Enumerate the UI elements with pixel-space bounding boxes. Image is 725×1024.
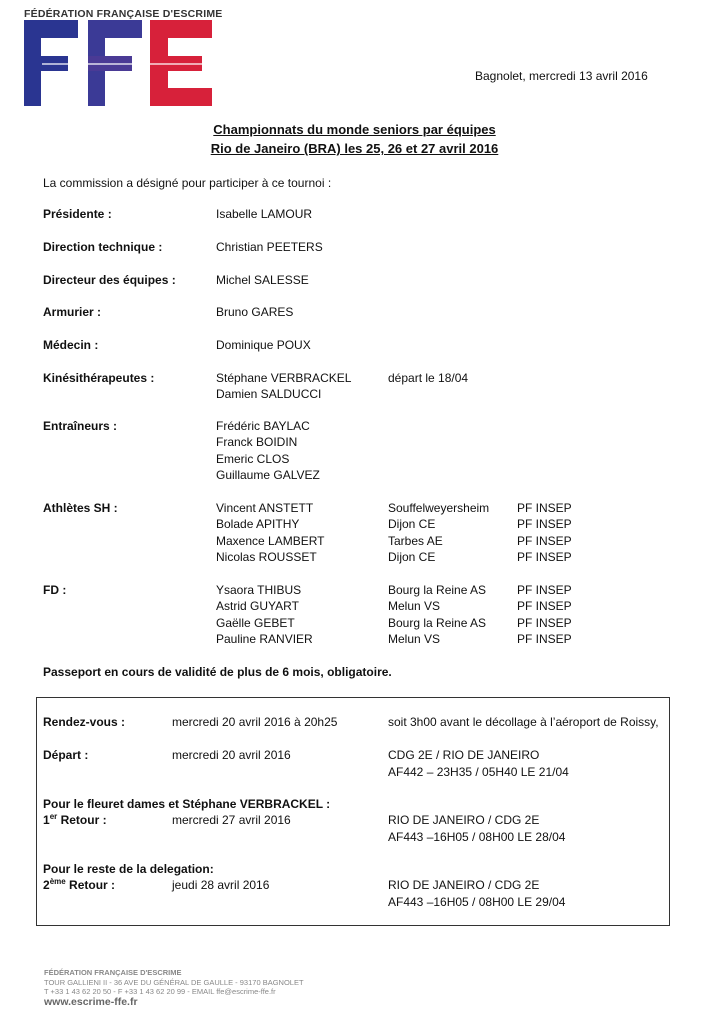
role-name: Michel SALESSE — [216, 273, 309, 287]
athlete-structure: PF INSEP — [517, 632, 572, 646]
role-label-entraineurs: Entraîneurs : — [43, 419, 118, 433]
footer-block — [44, 968, 304, 997]
footer-org: FÉDÉRATION FRANÇAISE D'ESCRIME — [44, 968, 182, 977]
role-name: Isabelle LAMOUR — [216, 207, 313, 221]
footer-website-link[interactable]: www.escrime-ffe.fr — [44, 996, 138, 1008]
group2-heading: Pour le reste de la delegation: — [43, 862, 214, 876]
role-name: Damien SALDUCCI — [216, 387, 322, 401]
group1-heading: Pour le fleuret dames et Stéphane VERBRACKEL : — [43, 797, 331, 811]
document-date: Bagnolet, mercredi 13 avril 2016 — [475, 69, 648, 83]
role-name: Stéphane VERBRACKEL — [216, 371, 352, 385]
role-label-medecin: Médecin : — [43, 338, 99, 352]
footer-address: TOUR GALLIENI II - 36 AVE DU GÉNÉRAL DE GAULLE - 93170 BAGNOLET — [44, 977, 304, 987]
retour2-label: 2ème Retour : — [43, 877, 116, 892]
depart-label: Départ : — [43, 748, 89, 762]
athlete-structure: PF INSEP — [517, 550, 572, 564]
role-label-kine: Kinésithérapeutes : — [43, 371, 155, 385]
athlete-club: Melun VS — [388, 632, 441, 646]
retour2-date: jeudi 28 avril 2016 — [172, 878, 270, 892]
athletes-sh-label: Athlètes SH : — [43, 501, 118, 515]
role-label-directeur-equipes: Directeur des équipes : — [43, 273, 176, 287]
athlete-club: Bourg la Reine AS — [388, 616, 487, 630]
athlete-club: Dijon CE — [388, 550, 436, 564]
athlete-name: Astrid GUYART — [216, 599, 299, 613]
fd-label: FD : — [43, 583, 67, 597]
athlete-name: Pauline RANVIER — [216, 632, 313, 646]
athlete-structure: PF INSEP — [517, 616, 572, 630]
role-name: Christian PEETERS — [216, 240, 323, 254]
role-name: Franck BOIDIN — [216, 435, 298, 449]
depart-date: mercredi 20 avril 2016 — [172, 748, 291, 762]
travel-box — [36, 697, 670, 926]
athlete-club: Melun VS — [388, 599, 441, 613]
athlete-structure: PF INSEP — [517, 583, 572, 597]
retour1-label: 1er Retour : — [43, 812, 107, 827]
role-name: Dominique POUX — [216, 338, 311, 352]
role-name: Guillaume GALVEZ — [216, 468, 320, 482]
athlete-structure: PF INSEP — [517, 534, 572, 548]
retour2-flight: AF443 –16H05 / 08H00 LE 29/04 — [388, 895, 566, 909]
athlete-club: Souffelweyersheim — [388, 501, 490, 515]
athlete-structure: PF INSEP — [517, 501, 572, 515]
athlete-name: Ysaora THIBUS — [216, 583, 302, 597]
athlete-name: Maxence LAMBERT — [216, 534, 325, 548]
role-name: Frédéric BAYLAC — [216, 419, 310, 433]
retour1-route: RIO DE JANEIRO / CDG 2E — [388, 813, 540, 827]
athlete-name: Gaëlle GEBET — [216, 616, 295, 630]
depart-route: CDG 2E / RIO DE JANEIRO — [388, 748, 540, 762]
athlete-club: Tarbes AE — [388, 534, 443, 548]
athlete-name: Bolade APITHY — [216, 517, 300, 531]
role-name: Bruno GARES — [216, 305, 294, 319]
intro-text: La commission a désigné pour participer à ce tournoi : — [43, 176, 332, 190]
role-label-presidente: Présidente : — [43, 207, 112, 221]
athlete-structure: PF INSEP — [517, 517, 572, 531]
retour1-flight: AF443 –16H05 / 08H00 LE 28/04 — [388, 830, 566, 844]
depart-flight: AF442 – 23H35 / 05H40 LE 21/04 — [388, 765, 569, 779]
rdv-detail: soit 3h00 avant le décollage à l’aéroport de Roissy, — [388, 715, 659, 729]
title-line-1: Championnats du monde seniors par équipes — [213, 122, 496, 137]
rdv-date: mercredi 20 avril 2016 à 20h25 — [172, 715, 338, 729]
athlete-structure: PF INSEP — [517, 599, 572, 613]
footer-contact: T +33 1 43 62 20 50 - F +33 1 43 62 20 99 - EMAIL ffe@escrime-ffe.fr — [44, 987, 276, 996]
passport-note: Passeport en cours de validité de plus de 6 mois, obligatoire. — [43, 665, 392, 679]
rdv-label: Rendez-vous : — [43, 715, 126, 729]
retour2-route: RIO DE JANEIRO / CDG 2E — [388, 878, 540, 892]
title-line-2: Rio de Janeiro (BRA) les 25, 26 et 27 avril 2016 — [210, 141, 499, 156]
role-label-direction-technique: Direction technique : — [43, 240, 163, 254]
role-name: Emeric CLOS — [216, 452, 290, 466]
retour1-date: mercredi 27 avril 2016 — [172, 813, 291, 827]
role-label-armurier: Armurier : — [43, 305, 102, 319]
athlete-club: Bourg la Reine AS — [388, 583, 487, 597]
role-note: départ le 18/04 — [388, 371, 469, 385]
athlete-name: Vincent ANSTETT — [216, 501, 314, 515]
ffe-logo — [22, 20, 214, 106]
athlete-name: Nicolas ROUSSET — [216, 550, 317, 564]
athlete-club: Dijon CE — [388, 517, 436, 531]
logo-caption: FÉDÉRATION FRANÇAISE D'ESCRIME — [24, 8, 223, 20]
